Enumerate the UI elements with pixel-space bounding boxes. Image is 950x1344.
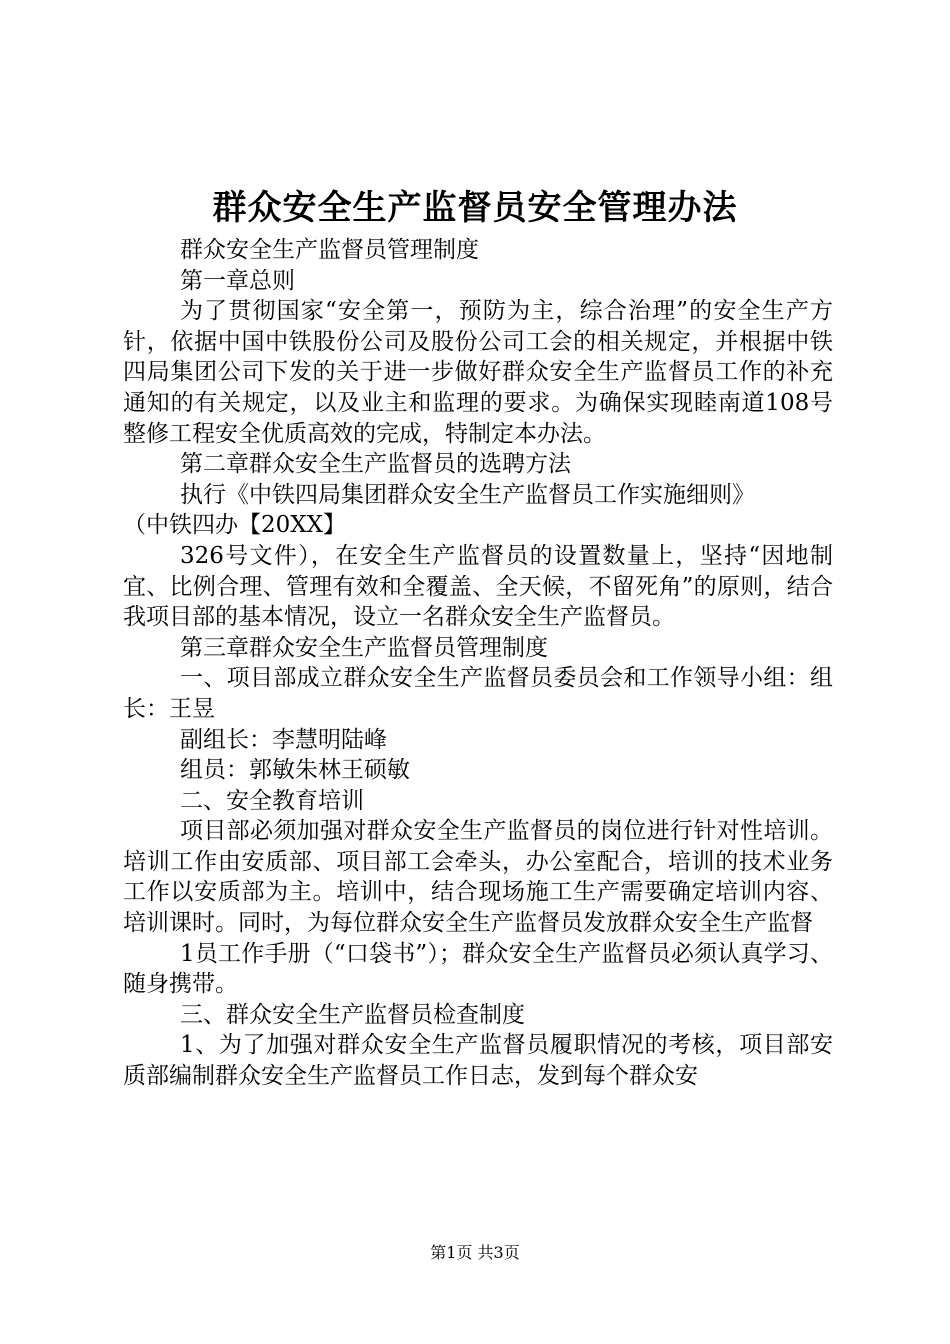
chapter-heading: 第三章群众安全生产监督员管理制度	[180, 634, 548, 661]
section-heading: 三、群众安全生产监督员检查制度	[180, 1001, 525, 1028]
section-heading: 二、安全教育培训	[180, 787, 364, 814]
paragraph: 执行《中铁四局集团群众安全生产监督员工作实施细则》	[180, 481, 755, 508]
paragraph: 一、项目部成立群众安全生产监督员委员会和工作领导小组：组长：王昱	[123, 665, 833, 722]
chapter-heading: 第二章群众安全生产监督员的选聘方法	[180, 451, 571, 478]
document-title: 群众安全生产监督员安全管理办法	[212, 188, 738, 228]
paragraph: 项目部必须加强对群众安全生产监督员的岗位进行针对性培训。培训工作由安质部、项目部工会牵头，办公室配合，培训的技术业务工作以安质部为主。培训中，结合现场施工生产需要确定培训内容、培训课时。同时，为每位群众安全生产监督员发放群众安全生产监督	[123, 818, 833, 937]
paragraph: 1、为了加强对群众安全生产监督员履职情况的考核，项目部安质部编制群众安全生产监督员工作日志，发到每个群众安	[123, 1032, 833, 1090]
paragraph: 1员工作手册（“口袋书”）；群众安全生产监督员必须认真学习、随身携带。	[123, 940, 833, 998]
paragraph: （中铁四办【20XX】	[123, 512, 347, 539]
document-body	[123, 235, 833, 1092]
paragraph: 组员：郭敏朱林王硕敏	[180, 757, 410, 784]
chapter-heading: 第一章总则	[180, 267, 295, 294]
page-footer: 第1页 共3页	[430, 1243, 520, 1262]
paragraph: 326号文件），在安全生产监督员的设置数量上，坚持“因地制宜、比例合理、管理有效和全覆盖、全天候，不留死角”的原则，结合我项目部的基本情况，设立一名群众安全生产监督员。	[123, 542, 833, 631]
paragraph: 为了贯彻国家“安全第一，预防为主，综合治理”的安全生产方针，依据中国中铁股份公司及股份公司工会的相关规定，并根据中铁四局集团公司下发的关于进一步做好群众安全生产监督员工作的补充通知的有关规定，以及业主和监理的要求。为确保实现睦南道108号整修工程安全优质高效的完成，特制定本办法。	[123, 298, 833, 447]
paragraph: 副组长：李慧明陆峰	[180, 726, 387, 753]
paragraph: 群众安全生产监督员管理制度	[180, 237, 479, 263]
